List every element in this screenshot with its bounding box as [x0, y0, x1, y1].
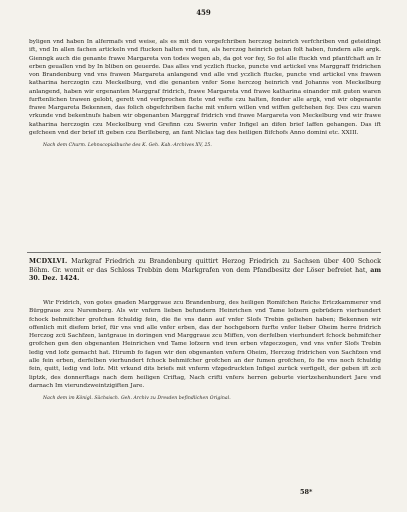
page-number: 459	[196, 8, 211, 17]
document-2-summary: Markgraf Friedrich zu Brandenburg quittirt Herzog Friedrich zu Sachsen über 400 Schock Böhm. Gr. womit er das Schloss Trebbin dem Markgrafen von dem Pfandbesitz der Löser befreiet hat,	[29, 258, 381, 274]
document-2-body	[29, 299, 381, 402]
document-2-heading	[29, 258, 381, 284]
document-2-text: Wir Fridrich, von gotes gnaden Marggraue zcu Brandenburg, des heiligen Romifchen Reichs Ertczkammerer vnd Bürggraue zcu Nuremberg. Als wir vnfern lieben befundern Heinrichen vnd Tame lofzern gebrüdern vierhundert fchock behmifcher grofchen fchuldig fein, die fie vns dann auf vnfer Slofs Trebin geliehen haben; Bekennen wir offenlich mit diefem brief, für vns vnd alle vnfer erben, das der hochgeborn furfte vnfer lieber Oheim herre fridrich Herczog zcü Sachfzen, lantgraue in doringen vnd Marggraue zcu Miffen, von derfelben vierhundert fchock behmifcher grofchen gen den obgenanten Heinrichen vnd Tame lofzern vnd iren erben vfzgeczogen, vnd vns vnfer Slofs Trebin ledig vnd lofz gemacht hat. Hirumb fo fagen wir den obgenanten vnfern Oheim, Herczog fridrichen von Sachfzen vnd alle fein erben, derfelben vierhundert fchock behmifcher grofchen an der fumen grofchen, fo fie vns noch fchuldig fein, quitt, ledig vnd lofz. Mit vrkund dits briefs mit vnferm vfzgedruckten Infigel zurück verfigelt, der geben ift zcü liptzk, des donnerftags nach dem heiligen Criftag, Nach crifti vnfers herren geburte viertzehenhundert Jare vnd darnach Im vierundzweintzigiften Jare.	[29, 300, 381, 389]
section-divider	[27, 252, 381, 253]
document-1-continuation	[29, 38, 381, 149]
document-2-number: MCDXLVI.	[29, 258, 68, 265]
document-1-text: byligen vnd haben In alfermafs vnd weise, als es mit den vorgefchriben herczog heinrich verfchriben vnd geteidingt ift, vnd In allen fachen artickeln vnd ftucken halten vnd tun, als herczog heinrich getan folt haben, fundern alle argk. Gienngk auch die genante frawe Margareta von todes wegen ab, da got vor fey, So fol alle ftuckh vnd pfantfchaft an Ir erben geuallen vnd by In bliben on geuerde. Das alles vnd yczlich ftucke, puncte vnd artickel vns Marggraff fridrichen von Brandenburg vnd vns frawen Margareta anlangend vnd alle vnd yczlich ftucke, puncte vnd artickel vns frawen katharina herczogin czu Meckelburg, vnd die genanten vnfer Sone herczog heinrich vnd Johanns von Meckelburg anlangend, haben wir ergenanten Marggraf fridrich, frawe Margareta vnd frawe katharina einander mit guten waren furftenlichen trawen gelobt, gerett vnd verfprochen ftete vnd vefte czu halten, fonder alle argk, vnd wir obgenante frawe Margareta Bekennen, das folich obgefchriben fache mit vnfern willen vnd wiffen gefchehen fey. Des czu waren vrkunde vnd bekentnufs haben wir obgenanten Marggraf fridrich vnd frawe Margareta von Meckelburg vnd wir frawe katharina herczogin czu Meckelburg vnd Grefinn czu Swerin vnfer Infigel an difen brief laffen gehangen. Das ift gefcheen vnd der brief ift geben czu Berlleberg, an fant Niclas tag des heiligen Bifchofs Anno domini etc. XXIII.	[29, 39, 381, 136]
document-2-source-note: Nach dem im Königl. Sächsisch. Geh. Archiv zu Dresden befindlichen Original.	[43, 396, 231, 402]
signature-mark: 58*	[300, 488, 313, 496]
document-2-date: am 30. Dez. 1424.	[29, 266, 381, 283]
document-1-source-note: Nach dem Churm. Lehnscopialbuche des K. Geh. Kab.-Archives XV, 25.	[43, 143, 212, 148]
